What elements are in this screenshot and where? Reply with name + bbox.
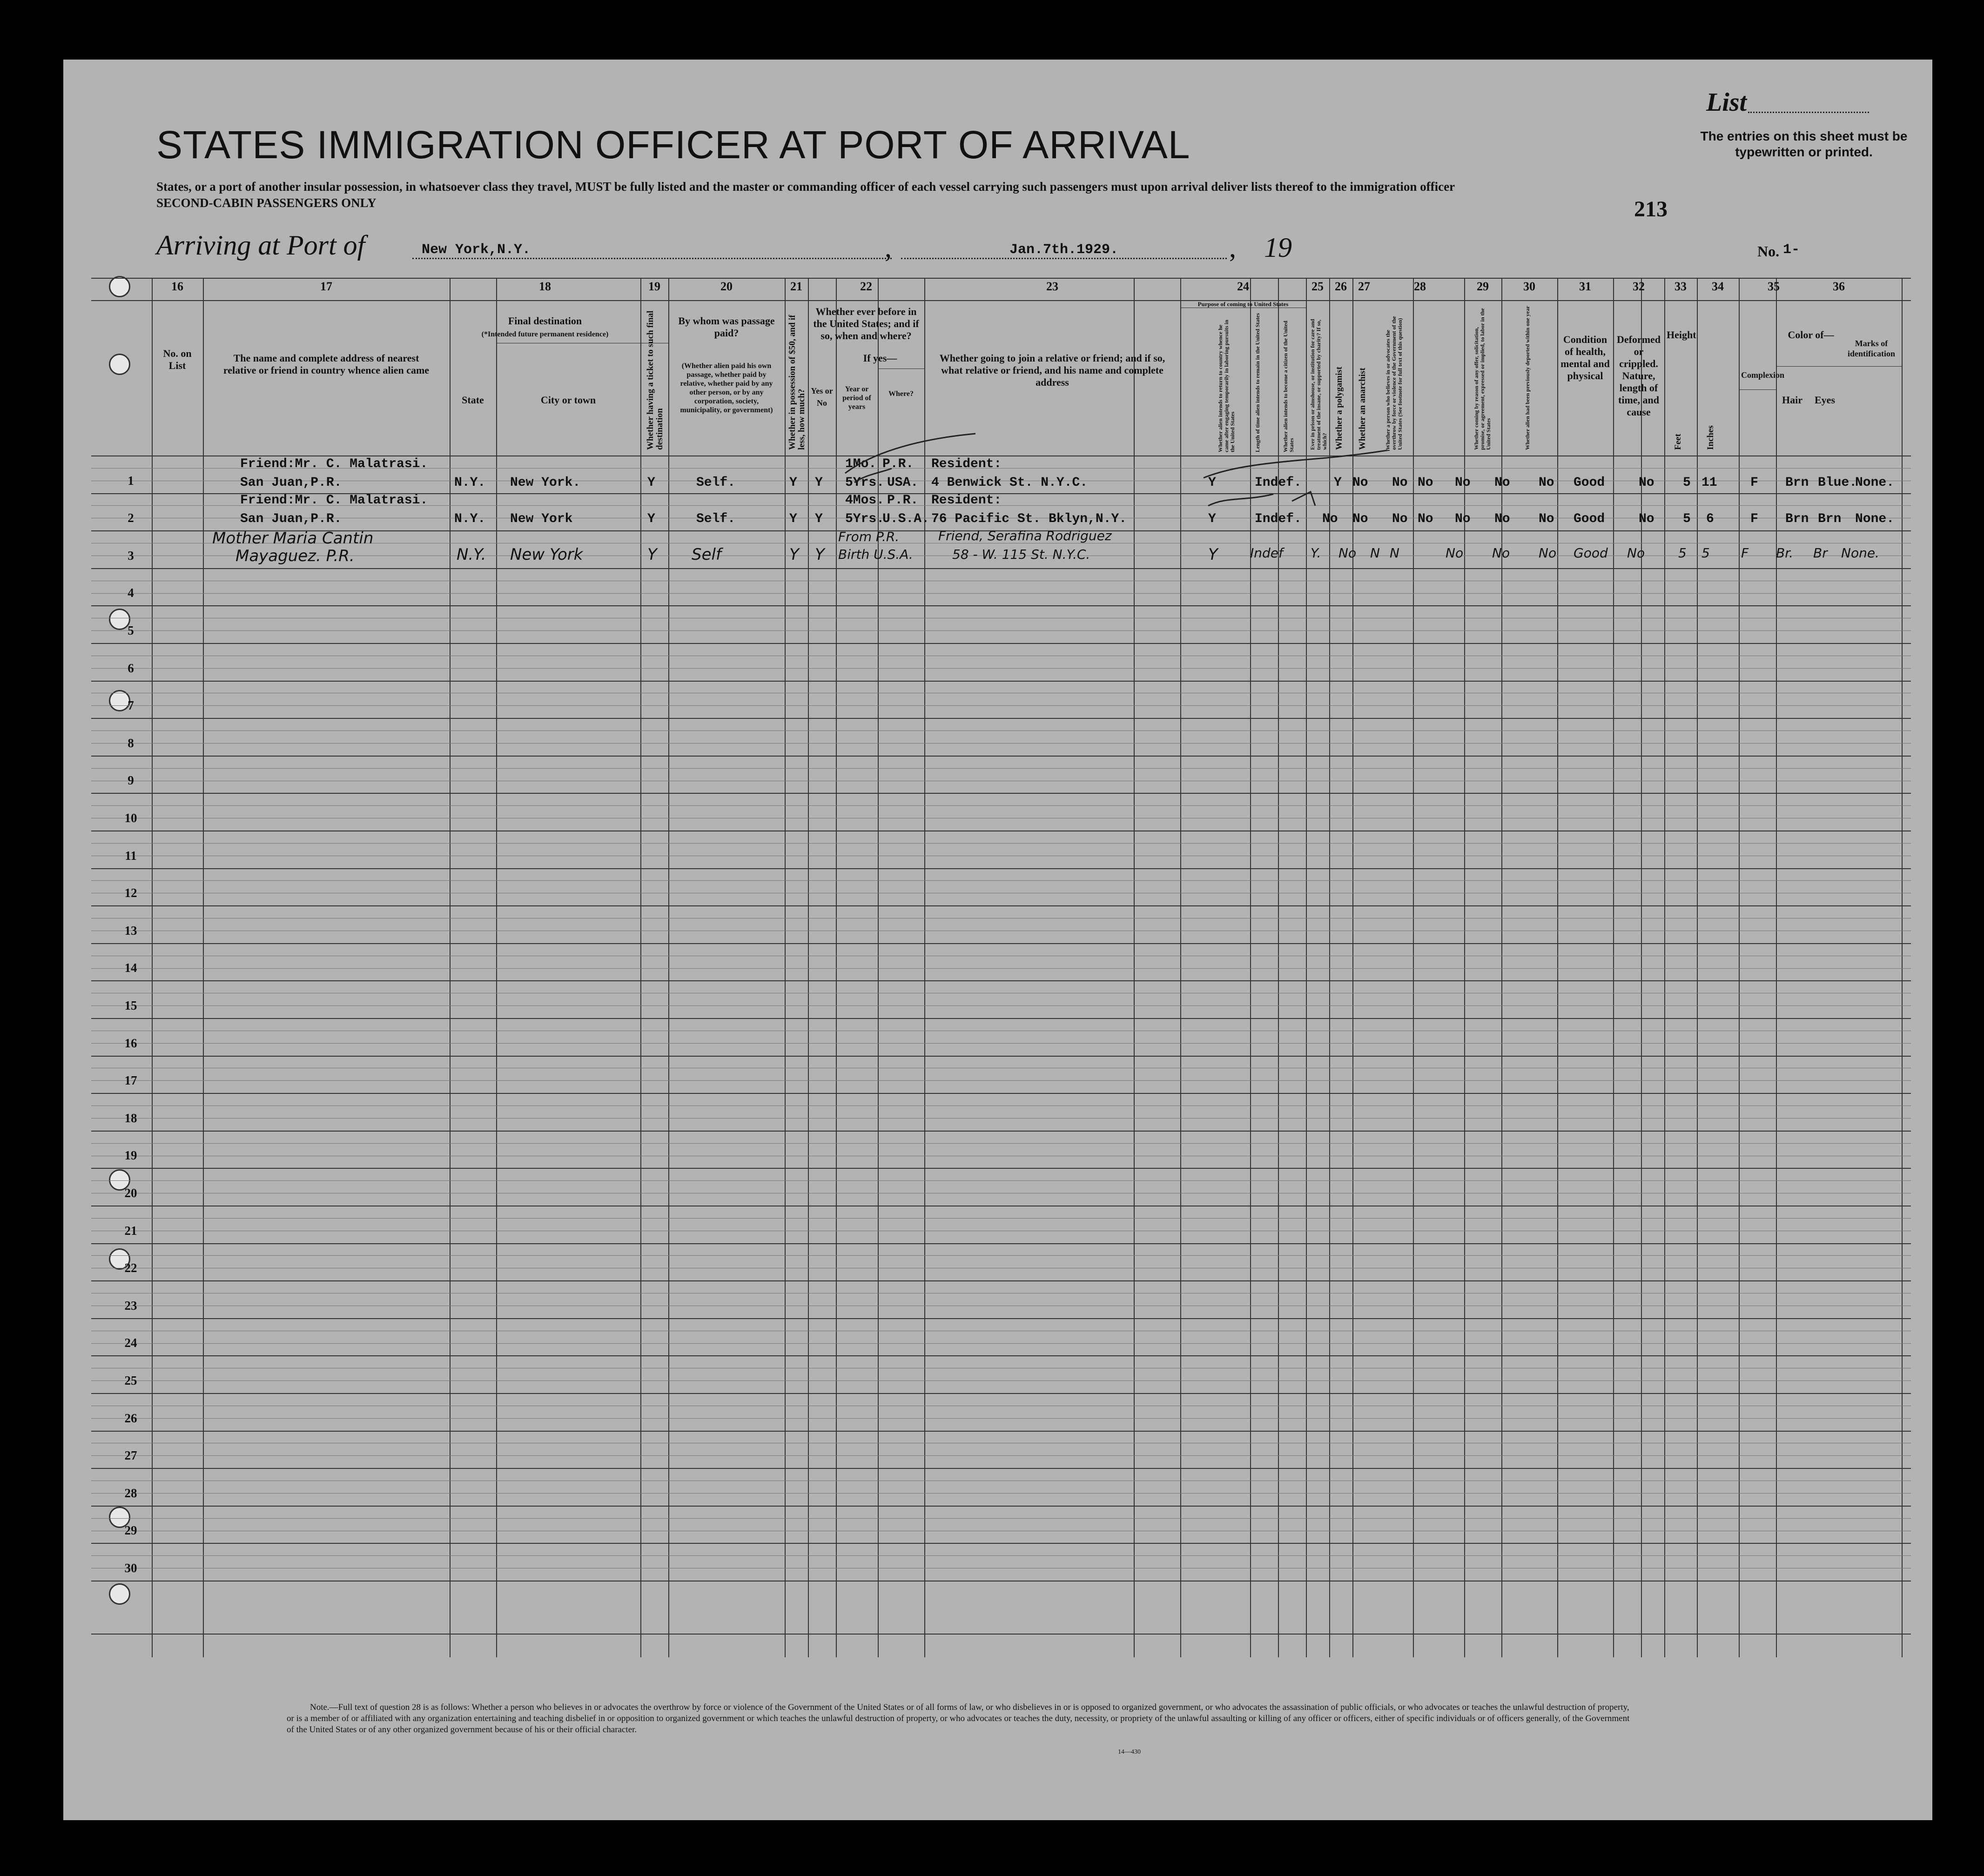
row-number: 19 <box>124 1148 137 1162</box>
row2-before: Y <box>815 512 823 526</box>
row-number: 5 <box>128 623 134 637</box>
row1-citizen: Y <box>1334 476 1342 490</box>
header-color-of: Color of— <box>1788 329 1834 341</box>
row-number: 7 <box>128 698 134 712</box>
year-prefix: 19 <box>1264 232 1292 263</box>
manifest-table <box>91 278 1911 1657</box>
row1-relative-line1: Friend:Mr. C. Malatrasi. <box>240 457 428 471</box>
col-num-33: 33 <box>1675 280 1687 293</box>
header-city: City or town <box>540 394 596 406</box>
header-before-in-us: Whether ever before in the United States; and if so, when and where? <box>813 306 919 342</box>
header-feet: Feet <box>1673 434 1683 450</box>
header-complexion: Complexion <box>1741 370 1785 380</box>
header-anarchist: Whether an anarchist <box>1358 368 1367 450</box>
row-number: 14 <box>124 961 137 975</box>
stamp-mark <box>1199 450 1394 515</box>
header-state: State <box>462 394 484 406</box>
row-number: 13 <box>124 924 137 938</box>
header-year-period: Year or period of years <box>842 385 871 411</box>
row1-polygamist: No <box>1392 476 1408 490</box>
row-number: 25 <box>124 1374 137 1387</box>
row1-hair: Brn <box>1785 476 1809 490</box>
col-num-24: 24 <box>1237 280 1249 293</box>
header-q29: Whether coming by reason of any offer, solicitation, promise, or agreement, expressed or implied, to labor in the United States <box>1473 308 1492 450</box>
row3-before: Y <box>815 545 825 564</box>
row3-inches: 5 <box>1702 545 1710 561</box>
header-q30: Whether alien had been previously deported within one year <box>1524 306 1531 450</box>
row3-city: New York <box>510 545 583 564</box>
row1-inches: 11 <box>1702 476 1717 490</box>
row2-length: Indef. <box>1255 512 1302 526</box>
row3-anarchist: N <box>1390 545 1399 561</box>
row-number: 11 <box>125 849 137 863</box>
col-num-16: 16 <box>171 280 183 293</box>
row2-health: Good <box>1574 512 1605 526</box>
port-value: New York,N.Y. <box>412 242 892 259</box>
header-if-yes: If yes— <box>863 352 897 364</box>
row1-eyes: Blue. <box>1818 476 1857 490</box>
row2-period2: 5Yrs. <box>845 512 885 526</box>
row1-where: P.R. <box>882 457 914 471</box>
header-final-destination-note: (*Intended future permanent residence) <box>481 330 609 338</box>
form-code: 14—430 <box>1118 1749 1141 1755</box>
page-title: STATES IMMIGRATION OFFICER AT PORT OF ARRIVAL <box>156 123 1190 167</box>
row-number: 30 <box>124 1561 137 1575</box>
row1-relative-line2: San Juan,P.R. <box>240 476 342 490</box>
row-number: 16 <box>124 1036 137 1050</box>
row2-where2: U.S.A. <box>882 512 929 526</box>
row1-state: N.Y. <box>454 476 486 490</box>
row2-relative-line2: San Juan,P.R. <box>240 512 342 526</box>
col-num-22: 22 <box>860 280 872 293</box>
row2-complexion: F <box>1750 512 1758 526</box>
row3-hair: Br. <box>1776 545 1794 561</box>
row3-join: Friend, Serafina Rodriguez <box>938 528 1112 543</box>
header-money: Whether in possession of $50, and if less, how much? <box>787 315 807 450</box>
row2-deformed: No <box>1639 512 1654 526</box>
row1-city: New York. <box>510 476 581 490</box>
col-num-32: 32 <box>1633 280 1645 293</box>
footnote: Note.—Full text of question 28 is as follows: Whether a person who believes in or advocates the overthrow by force or violence of the Government of the United States or of all forms of law, or who disbelieves in or is opposed to organized government, or who advocates the assassination of public officials, or who advocates or teaches the unlawful destruction of property, or is a member of or affiliated with any organization entertaining and teaching disbelief in or opposition to organized government or which teaches the unlawful destruction of property, or who advocates or teaches the duty, necessity, or propriety of the unlawful assaulting or killing of any officer or officers, either of specific individuals or of officers generally, of the Government of the United States or of any other organized government because of his or their official character. <box>287 1702 1630 1735</box>
subtitle-class: SECOND-CABIN PASSENGERS ONLY <box>156 196 377 210</box>
entries-note: The entries on this sheet must be typewritten or printed. <box>1700 129 1908 159</box>
header-ticket: Whether having a ticket to such final destination <box>646 310 665 450</box>
row1-anarchist: No <box>1418 476 1433 490</box>
row1-money: Y <box>789 476 797 490</box>
row2-citizen: No <box>1322 512 1338 526</box>
col-num-35: 35 <box>1768 280 1780 293</box>
row-number: 22 <box>124 1261 137 1275</box>
header-citizen-intent: Whether alien intends to become a citizen of the United States <box>1282 321 1295 452</box>
row3-q30: No <box>1539 545 1557 561</box>
row3-ticket: Y <box>647 545 657 564</box>
header-passage-paid: By whom was passage paid? <box>678 315 775 339</box>
row2-money: Y <box>789 512 797 526</box>
row2-feet: 5 <box>1683 512 1691 526</box>
header-return-intent: Whether alien intends to return to country whence he came after engaging temporarily in laboring pursuits in the United States <box>1217 320 1236 452</box>
row-number: 6 <box>128 661 134 675</box>
subtitle-instructions: States, or a port of another insular possession, in whatsoever class they travel, MUST be fully listed and the master or commanding officer of each vessel carrying such passengers must upon arrival deliver lists thereof to the immigration officer <box>156 180 1455 194</box>
row2-anarchist: No <box>1418 512 1433 526</box>
row3-feet: 5 <box>1678 545 1687 561</box>
col-num-21: 21 <box>790 280 802 293</box>
col-num-26: 26 <box>1335 280 1347 293</box>
header-length-of-stay: Length of time alien intends to remain in the United States <box>1254 313 1261 452</box>
row3-return: Y <box>1208 545 1218 564</box>
row2-q29: No <box>1494 512 1510 526</box>
col-num-23: 23 <box>1046 280 1058 293</box>
row1-health: Good <box>1574 476 1605 490</box>
row3-join-address: 58 - W. 115 St. N.Y.C. <box>952 547 1090 562</box>
row1-marks: None. <box>1855 476 1895 490</box>
row2-return: Y <box>1208 512 1216 526</box>
row1-q28: No <box>1455 476 1471 490</box>
row3-citizen: Y. <box>1311 545 1321 561</box>
row1-feet: 5 <box>1683 476 1691 490</box>
header-inches: Inches <box>1706 425 1715 450</box>
sheet-number: 213 <box>1634 197 1668 221</box>
row3-paid-by: Self <box>692 545 721 564</box>
row3-complexion: F <box>1741 545 1749 561</box>
row2-ticket: Y <box>647 512 655 526</box>
row-number: 23 <box>124 1299 137 1313</box>
arrival-date: Jan.7th.1929. <box>901 242 1227 259</box>
row1-q29: No <box>1494 476 1510 490</box>
row1-return: Y <box>1208 476 1216 490</box>
row1-period2: 5Yrs. <box>845 476 885 490</box>
col-num-19: 19 <box>648 280 660 293</box>
col-num-36: 36 <box>1833 280 1845 293</box>
col-num-30: 30 <box>1523 280 1535 293</box>
row-number: 20 <box>124 1186 137 1200</box>
separator: , <box>1229 232 1236 263</box>
row-number: 18 <box>124 1111 137 1125</box>
row3-where2: Birth U.S.A. <box>838 547 913 562</box>
row-number: 15 <box>124 998 137 1012</box>
header-relative: The name and complete address of nearest relative or friend in country whence alien came <box>223 352 430 376</box>
col-num-18: 18 <box>539 280 551 293</box>
row1-paid-by: Self. <box>696 476 736 490</box>
row3-period: From P.R. <box>838 529 900 544</box>
row3-deformed: No <box>1627 545 1645 561</box>
header-yes-no: Yes or No <box>811 386 833 408</box>
row1-q30: No <box>1539 476 1554 490</box>
row-number: 1 <box>128 474 134 488</box>
row1-complexion: F <box>1750 476 1758 490</box>
row2-prison: No <box>1352 512 1368 526</box>
row2-state: N.Y. <box>454 512 486 526</box>
list-number-blank <box>1748 112 1869 113</box>
manifest-sheet <box>63 60 1932 1820</box>
col-num-17: 17 <box>320 280 332 293</box>
row-number: 4 <box>128 586 134 600</box>
row2-join: Resident: <box>931 493 1002 508</box>
header-q28: Whether a person who believes in or advocates the overthrow by force or violence of the Government of the United States (See footnote for full text of this question) <box>1385 316 1403 450</box>
header-height: Height <box>1667 329 1696 341</box>
row3-money: Y <box>789 545 799 564</box>
col-num-27: 27 <box>1358 280 1370 293</box>
row3-length: Indef <box>1250 545 1283 561</box>
row-number: 2 <box>128 511 134 525</box>
col-num-29: 29 <box>1477 280 1489 293</box>
col-num-20: 20 <box>720 280 733 293</box>
row2-city: New York <box>510 512 573 526</box>
header-no-on-list: No. on List <box>163 348 192 371</box>
row3-marks: None. <box>1841 545 1879 561</box>
list-no-value: 1- <box>1783 242 1800 258</box>
row1-join: Resident: <box>931 457 1002 471</box>
header-prison: Ever in prison or almshouse, or institution for care and treatment of the insane, or supported by charity? If so, which? <box>1309 319 1328 450</box>
row2-relative-line1: Friend:Mr. C. Malatrasi. <box>240 493 428 508</box>
row3-polygamist: N <box>1370 545 1380 561</box>
list-no-label: No. <box>1757 243 1780 260</box>
row-number: 27 <box>124 1448 137 1462</box>
header-eyes: Eyes <box>1815 394 1835 406</box>
row-number: 17 <box>124 1073 137 1087</box>
row-number: 29 <box>124 1523 137 1537</box>
row1-prison: No <box>1352 476 1368 490</box>
col-num-28: 28 <box>1414 280 1426 293</box>
row-number: 12 <box>124 886 137 900</box>
row1-length: Indef. <box>1255 476 1302 490</box>
header-where: Where? <box>888 390 914 398</box>
row3-prison: No <box>1338 545 1357 561</box>
arriving-label: Arriving at Port of <box>156 230 365 261</box>
col-num-31: 31 <box>1579 280 1591 293</box>
row2-q28: No <box>1455 512 1471 526</box>
row2-q30: No <box>1539 512 1554 526</box>
row2-polygamist: No <box>1392 512 1408 526</box>
header-hair: Hair <box>1782 394 1802 406</box>
row3-q29: No <box>1492 545 1510 561</box>
row1-ticket: Y <box>647 476 655 490</box>
row1-period: 1Mo. <box>845 457 877 471</box>
row3-state: N.Y. <box>457 545 486 564</box>
row2-paid-by: Self. <box>696 512 736 526</box>
row1-join-address: 4 Benwick St. N.Y.C. <box>931 476 1088 490</box>
margin-annotation-mark <box>836 431 985 487</box>
row1-where2: USA. <box>887 476 919 490</box>
row-number: 24 <box>124 1336 137 1350</box>
row2-marks: None. <box>1855 512 1895 526</box>
row2-hair: Brn <box>1785 512 1809 526</box>
header-passage-note: (Whether alien paid his own passage, whether paid by relative, whether paid by any other person, or by any corporation, society, municipality, or government) <box>680 362 773 414</box>
separator: , <box>885 232 892 263</box>
header-marks: Marks of identification <box>1848 339 1895 358</box>
row3-q28: No <box>1446 545 1464 561</box>
row3-relative-line1: Mother Maria Cantin <box>212 529 374 548</box>
row-number: 3 <box>128 549 134 563</box>
row1-deformed: No <box>1639 476 1654 490</box>
row-number: 21 <box>124 1224 137 1238</box>
header-join-relative: Whether going to join a relative or friend; and if so, what relative or friend, and his name and complete address <box>939 352 1165 388</box>
row-number: 8 <box>128 736 134 750</box>
row2-period: 4Mos. <box>845 493 885 508</box>
row3-relative-line2: Mayaguez. P.R. <box>235 547 355 565</box>
row2-eyes: Brn <box>1818 512 1842 526</box>
row2-join-address: 76 Pacific St. Bklyn,N.Y. <box>931 512 1127 526</box>
header-final-destination: Final destination <box>508 315 582 327</box>
col-num-25: 25 <box>1311 280 1324 293</box>
row1-before: Y <box>815 476 823 490</box>
header-purpose: Purpose of coming to United States <box>1197 301 1289 308</box>
row2-inches: 6 <box>1706 512 1714 526</box>
list-label: List <box>1706 88 1747 117</box>
header-polygamist: Whether a polygamist <box>1334 366 1344 450</box>
col-num-34: 34 <box>1712 280 1724 293</box>
row-number: 10 <box>124 811 137 825</box>
row3-health: Good <box>1574 545 1608 561</box>
row-number: 9 <box>128 773 134 787</box>
header-deformed: Deformed or crippled. Nature, length of time, and cause <box>1616 334 1661 418</box>
row-number: 26 <box>124 1411 137 1425</box>
header-health: Condition of health, mental and physical <box>1560 334 1610 382</box>
row2-where: P.R. <box>887 493 919 508</box>
row3-eyes: Br <box>1813 545 1828 561</box>
row-number: 28 <box>124 1486 137 1500</box>
